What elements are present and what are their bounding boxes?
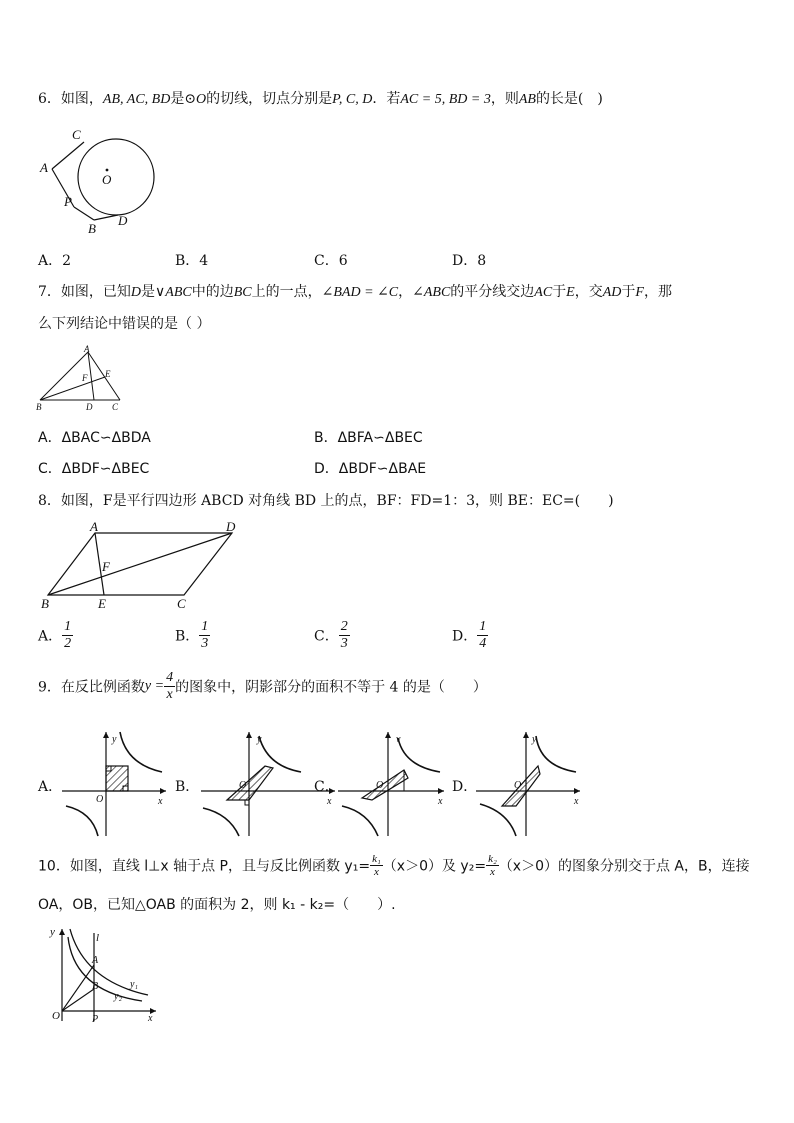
q7-label-d: D bbox=[86, 402, 93, 412]
q9c-axis-v: v bbox=[396, 734, 401, 745]
q10-label-y2: y₂ bbox=[114, 991, 122, 1002]
q6-figure bbox=[38, 125, 168, 235]
q10-label-y1: y₁ bbox=[130, 979, 138, 990]
q7-option-c: C．ΔBDF∽ΔBEC bbox=[38, 461, 150, 477]
q8-label-c: C bbox=[177, 596, 186, 611]
q7-figure bbox=[36, 344, 136, 414]
q7-stem-line2: 么下列结论中错误的是（ ） bbox=[38, 316, 211, 332]
q8-figure bbox=[38, 518, 258, 618]
q7-label-f: F bbox=[82, 373, 88, 383]
q8-label-f: F bbox=[102, 559, 110, 574]
q9-option-a: A． bbox=[38, 779, 63, 795]
q8-label-e: E bbox=[98, 596, 106, 611]
q7-option-d: D．ΔBDF∽ΔBAE bbox=[314, 461, 427, 477]
q6-option-c: C．6 bbox=[314, 253, 348, 269]
q9d-origin: O bbox=[514, 780, 522, 791]
q6-label-p: P bbox=[64, 194, 72, 209]
q6-label-d: D bbox=[118, 213, 128, 228]
q10-label-l: l bbox=[96, 932, 100, 944]
q6-option-b: B．4 bbox=[175, 253, 209, 269]
q9-option-c: C． bbox=[314, 779, 339, 795]
q10-label-p: P bbox=[92, 1014, 99, 1025]
q10-label-b: B bbox=[92, 981, 99, 992]
q7-label-b: B bbox=[36, 402, 42, 412]
q8-option-a: A． $\frac{1}{2}$ bbox=[38, 619, 72, 651]
q7-option-a: A．ΔBAC∽ΔBDA bbox=[38, 430, 151, 446]
q8-option-c: C． $\frac{2}{3}$ bbox=[314, 619, 348, 651]
q6-option-a: A．2 bbox=[38, 253, 72, 269]
q9-graph-c bbox=[338, 728, 448, 838]
q9b-axis-y: y bbox=[257, 734, 262, 745]
q9-stem: 9．在反比例函数y = $\frac{4}{x}$ 的图象中，阴影部分的面积不等于 4 的是（ ） bbox=[38, 670, 487, 702]
q8-label-a: A bbox=[90, 519, 98, 534]
q6-label-o: O bbox=[102, 172, 112, 187]
q9b-origin: O bbox=[239, 780, 247, 791]
q10-figure bbox=[44, 925, 174, 1030]
q9a-axis-x: x bbox=[158, 796, 163, 807]
q9a-axis-y: y bbox=[112, 734, 117, 745]
q7-label-c: C bbox=[112, 402, 119, 412]
q9-option-b: B． bbox=[175, 779, 200, 795]
q9d-axis-x: x bbox=[574, 796, 579, 807]
q9d-axis-y: y bbox=[532, 734, 537, 745]
q7-stem-line1: 7．如图，已知D是∨ABC中的边BC上的一点，∠BAD = ∠C，∠ABC的平分线交边AC于E，交AD于F，那 bbox=[38, 284, 672, 300]
q10-label-a: A bbox=[92, 955, 99, 966]
q8-label-b: B bbox=[41, 596, 49, 611]
q6-label-c: C bbox=[72, 127, 81, 142]
q7-option-b: B．ΔBFA∽ΔBEC bbox=[314, 430, 423, 446]
q8-stem: 8．如图，F是平行四边形 ABCD 对角线 BD 上的点，BF：FD=1：3，则 BE：EC=( ) bbox=[38, 493, 614, 509]
q9-graph-d bbox=[476, 728, 586, 838]
q10-stem-line2: OA，OB，已知△OAB 的面积为 2，则 k₁ - k₂=（ ）. bbox=[38, 897, 396, 913]
q6-stem: 6．如图，AB, AC, BD是⊙O的切线，切点分别是P, C, D．若AC = 5, BD = 3，则AB的长是( ) bbox=[38, 91, 603, 107]
q9-option-d: D． bbox=[452, 779, 478, 795]
q7-label-a: A bbox=[84, 344, 90, 354]
q8-label-d: D bbox=[226, 519, 236, 534]
q8-option-d: D． $\frac{1}{4}$ bbox=[452, 619, 487, 651]
q9-graph-a bbox=[62, 728, 172, 838]
q6-option-d: D．8 bbox=[452, 253, 487, 269]
q8-option-b: B． $\frac{1}{3}$ bbox=[175, 619, 209, 651]
q10-label-o: O bbox=[52, 1010, 60, 1022]
q9a-origin: O bbox=[96, 794, 104, 805]
q9c-axis-x: x bbox=[438, 796, 443, 807]
q10-stem-line1: 10．如图，直线 l⊥x 轴于点 P，且与反比例函数 y₁= $\frac{\text{k₁}}{x}$ （x＞0）及 y₂= $\frac{\text{k₂}}{x}$ （x＞0）的图象分别交于点 A，B，连接 bbox=[38, 853, 750, 878]
q10-label-x: x bbox=[148, 1013, 153, 1024]
q7-label-e: E bbox=[105, 369, 111, 379]
q6-label-a: A bbox=[40, 160, 48, 175]
q6-label-b: B bbox=[88, 221, 96, 236]
q9b-axis-x: x bbox=[327, 796, 332, 807]
q9c-origin: O bbox=[376, 780, 384, 791]
q10-label-y: y bbox=[50, 926, 55, 938]
